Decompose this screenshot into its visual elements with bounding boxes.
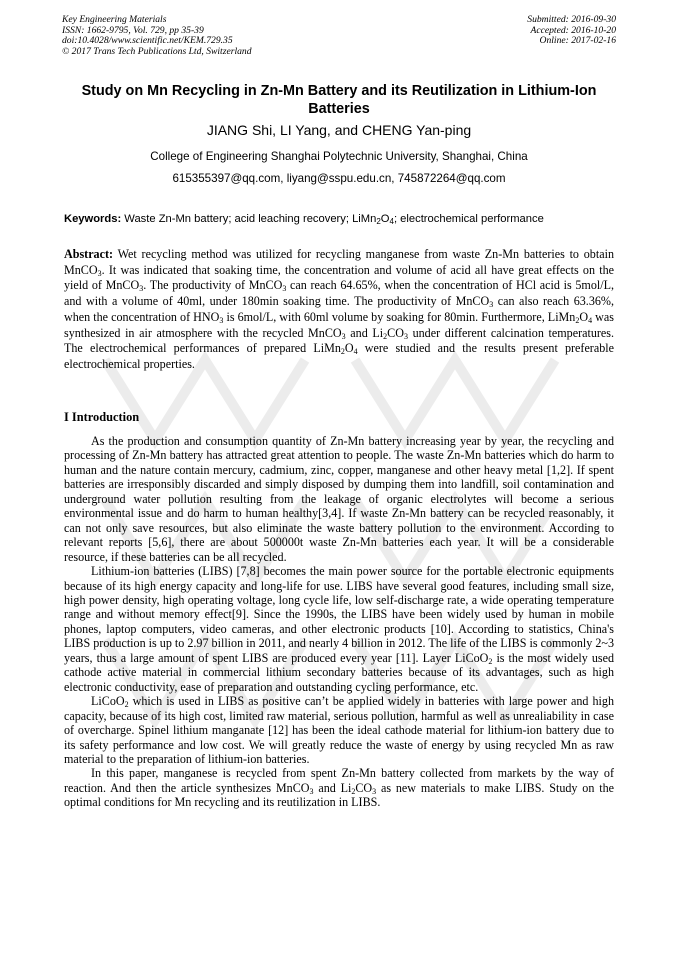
abstract-text: Wet recycling method was utilized for recycling manganese from waste Zn-Mn batteries to obtain MnCO: [64, 247, 614, 277]
issn-line: ISSN: 1662-9795, Vol. 729, pp 35-39: [62, 24, 204, 36]
subscript: 3: [489, 300, 494, 310]
subscript: 2: [376, 217, 381, 226]
author-list: JIANG Shi, LI Yang, and CHENG Yan-ping: [206, 122, 472, 138]
paragraph-text: which is used in LIBS as positive can’t be applied widely in batteries with large power and high capacity, because of its high cost, limited raw material, serious pollution, harmful as well as unrealiability in case of overcharge. Spinel lithium manganate [12] has been the ideal cathode material for lithium-ion battery due to its safety performance and low cost. We will greatly reduce the waste of energy by using recycled Mn as raw material to the preparation of lithium-ion batteries.: [64, 694, 614, 766]
subscript: 3: [97, 268, 102, 278]
abstract-text: . It was indicated that soaking time, the concentration and volume of acid all have great effects on the yield of MnCO: [64, 262, 614, 293]
email-list: 615355397@qq.com, liyang@sspu.edu.cn, 745872264@qq.com: [172, 172, 506, 185]
paragraph-text: and Li: [313, 780, 352, 795]
copyright-line: © 2017 Trans Tech Publications Ltd, Switzerland: [62, 45, 252, 57]
subscript: 2: [351, 786, 356, 796]
subscript: 3: [139, 284, 144, 294]
abstract-text: under different calcination temperatures. The electrochemical performances of prepared LiMn: [64, 325, 614, 356]
journal-info: [62, 15, 252, 57]
paragraph-text: is the most widely used cathode active material in commercial lithium secondary batteries because of its advantages, such as high electronic conductivity, ease of preparation and outstanding cycling performance, etc.: [64, 650, 615, 694]
paragraph: [64, 694, 614, 766]
dates-info: [527, 15, 616, 47]
abstract-text: is 6mol/L, with 60ml volume by soaking for 80min. Furthermore, LiMn: [223, 309, 576, 324]
keywords-text: ; electrochemical performance: [393, 213, 544, 225]
paragraph: [64, 766, 614, 809]
introduction-body: [64, 434, 614, 810]
subscript: 4: [588, 315, 593, 325]
online-date: Online: 2017-02-16: [539, 35, 616, 47]
subscript: 2: [340, 347, 345, 357]
abstract-text: and Li: [345, 325, 384, 340]
keywords-text: Waste Zn-Mn battery; acid leaching recovery; LiMn: [121, 213, 377, 225]
subscript: 3: [341, 331, 346, 341]
keywords: [64, 213, 616, 225]
paragraph-text: CO: [355, 780, 373, 795]
subscript: 4: [389, 217, 394, 226]
paper-title: Study on Mn Recycling in Zn-Mn Battery and its Reutilization in Lithium-Ion Batteries: [81, 83, 597, 117]
abstract-label: Abstract:: [64, 247, 114, 261]
paragraph: As the production and consumption quantity of Zn-Mn battery increasing year by year, the recycling and processing of Zn-Mn battery has attracted great attention to people. The waste Zn-Mn batteries which do harm to human and the nature contain mercury, cadmium, zinc, copper, manganese and other heavy metal [1,2]. If spent batteries are irresponsibly discarded and simply disposed by dumping them into landfill, soil contamination and underground water pollution resulting from the leakage of organic electrolytes will become a serious environmental issue and do harm to human healthy[3,4]. If waste Zn-Mn battery can be recycled reasonably, it can not only save resources, but also eliminate the waste battery pollution to the environment. According to relevant reports [5,6], there are about 500000t waste Zn-Mn batteries each year. It will be a considerable resource, if these batteries can be all recycled.: [64, 434, 614, 564]
abstract-text: can also reach 63.36%, when the concentration of HNO: [64, 294, 615, 324]
doi-line: doi:10.4028/www.scientific.net/KEM.729.35: [62, 35, 233, 47]
paragraph-text: LiCoO: [91, 694, 125, 709]
subscript: 3: [309, 786, 314, 796]
subscript: 2: [575, 315, 580, 325]
abstract-text: CO: [387, 325, 404, 340]
abstract-text: can reach 64.65%, when the concentration of HCl acid is 5mol/L, and with a volume of 40ml, under 180min soaking time. The productivity of MnCO: [64, 278, 615, 309]
section-heading: I Introduction: [64, 410, 140, 424]
paragraph-text: In this paper, manganese is recycled from spent Zn-Mn battery collected from markets by the way of reaction. And then the article synthesizes MnCO: [64, 766, 614, 795]
abstract-text: were studied and the results present preferable electrochemical properties.: [64, 341, 614, 371]
keywords-label: Keywords:: [64, 213, 122, 225]
submitted-date: Submitted: 2016-09-30: [527, 14, 616, 25]
keywords-text: O: [380, 213, 390, 225]
abstract-text: . The productivity of MnCO: [143, 278, 283, 293]
abstract-text: was synthesized in air atmosphere with the recycled MnCO: [64, 309, 614, 340]
subscript: 2: [124, 700, 129, 710]
subscript: 3: [372, 786, 377, 796]
subscript: 3: [219, 315, 224, 325]
subscript: 4: [353, 347, 358, 357]
accepted-date: Accepted: 2016-10-20: [530, 24, 616, 36]
paragraph-text: as new materials to make LIBS. Study on the optimal conditions for Mn recycling and its reutilization in LIBS.: [64, 780, 614, 810]
affiliation: College of Engineering Shanghai Polytechnic University, Shanghai, China: [150, 150, 528, 163]
subscript: 2: [383, 331, 388, 341]
journal-name: Key Engineering Materials: [62, 14, 167, 25]
abstract-text: O: [579, 309, 589, 324]
subscript: 3: [403, 331, 408, 341]
subscript: 2: [488, 656, 493, 666]
subscript: 3: [282, 284, 287, 294]
paragraph: [64, 564, 614, 694]
paragraph-text: Lithium-ion batteries (LIBS) [7,8] becomes the main power source for the portable electronic equipments because of its high energy capacity and long-life for use. LIBS have several good features, including small size, high power density, high operating voltage, long cycle life, low self-discharge rate, a wide operating temperature range and without memory effect[9]. Since the 1990s, the LIBS have been widely used by human in mobile phones, laptop computers, video cameras, and other electronic products [10]. According to statistics, China's LIBS production is up to 2.97 billion in 2011, and nearly 4 billion in 2012. The life of the LIBS is commonly 2~3 years, thus a large amount of spent LIBS are produced every year [11]. Layer LiCoO: [64, 564, 614, 665]
abstract-text: O: [344, 341, 354, 356]
abstract: [64, 247, 614, 373]
